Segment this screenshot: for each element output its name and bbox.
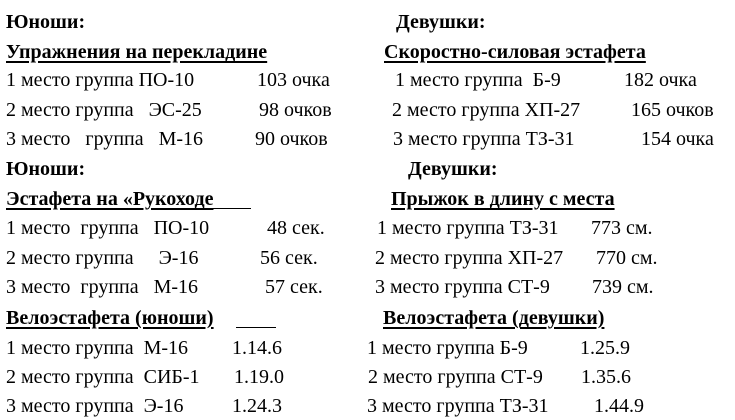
result-place: 2 место группа СИБ-1 (6, 366, 200, 388)
result-value: 1.35.6 (581, 366, 631, 388)
result-value: 182 очка (624, 69, 697, 91)
result-place: 2 место группа ХП-27 (392, 99, 581, 121)
result-value: 773 см. (591, 217, 653, 239)
event-title: Упражнения на перекладине (6, 41, 268, 63)
result-place: 3 место группа Э-16 (6, 395, 184, 417)
underline-fill (236, 308, 276, 328)
event-title: Велоэстафета (девушки) (383, 307, 605, 329)
result-place: 1 место группа Б-9 (367, 337, 528, 359)
result-place: 1 место группа ПО-10 (6, 69, 195, 91)
result-place: 1 место группа ТЗ-31 (377, 217, 559, 239)
result-value: 1.44.9 (594, 395, 644, 417)
event-title: Прыжок в длину с места (391, 188, 615, 210)
result-value: 90 очков (255, 128, 328, 150)
result-place: 3 место группа ТЗ-31 (393, 128, 575, 150)
result-place: 2 место группа Э-16 (6, 247, 199, 269)
result-value: 154 очка (641, 128, 714, 150)
result-value: 57 сек. (265, 276, 323, 298)
result-place: 2 место группа ЭС-25 (6, 99, 202, 121)
result-place: 1 место группа Б-9 (395, 69, 561, 91)
group-heading-boys: Юноши: (6, 158, 86, 180)
result-value: 1.24.3 (232, 395, 282, 417)
underline-fill (206, 189, 251, 209)
result-value: 98 очков (259, 99, 332, 121)
result-value: 1.25.9 (580, 337, 630, 359)
group-heading-boys: Юноши: (6, 11, 86, 33)
result-place: 2 место группа ХП-27 (375, 247, 564, 269)
result-value: 1.19.0 (234, 366, 284, 388)
result-place: 3 место группа СТ-9 (375, 276, 550, 298)
result-place: 1 место группа ПО-10 (6, 217, 210, 239)
result-place: 1 место группа М-16 (6, 337, 189, 359)
result-value: 739 см. (592, 276, 654, 298)
result-value: 56 сек. (260, 247, 318, 269)
result-place: 3 место группа М-16 (6, 128, 204, 150)
event-title: Эстафета на «Рукоходе (6, 188, 214, 210)
result-value: 770 см. (596, 247, 658, 269)
result-place: 2 место группа СТ-9 (368, 366, 543, 388)
group-heading-girls: Девушки: (408, 158, 498, 180)
event-title: Скоростно-силовая эстафета (384, 41, 646, 63)
group-heading-girls: Девушки: (396, 11, 486, 33)
result-place: 3 место группа М-16 (6, 276, 199, 298)
result-value: 103 очка (257, 69, 330, 91)
event-title: Велоэстафета (юноши) (6, 307, 214, 329)
result-value: 1.14.6 (232, 337, 282, 359)
result-value: 165 очков (631, 99, 714, 121)
result-place: 3 место группа ТЗ-31 (367, 395, 549, 417)
result-value: 48 сек. (267, 217, 325, 239)
